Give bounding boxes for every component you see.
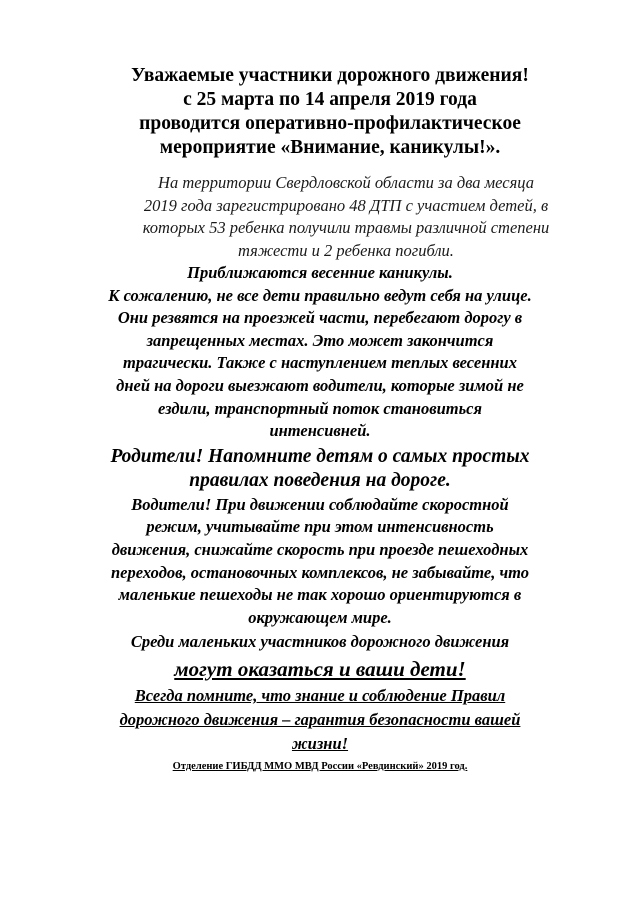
statistics-paragraph bbox=[96, 172, 596, 262]
warning-line: запрещенных местах. Это может закончится bbox=[146, 330, 494, 350]
heading-line: проводится оперативно-профилактическое bbox=[139, 113, 521, 134]
warning-line: Они резвятся на проезжей части, перебегают дорогу в bbox=[117, 308, 523, 328]
heading-line: Уважаемые участники дорожного движения! bbox=[131, 65, 529, 86]
footer-signature: Отделение ГИБДД ММО МВД России «Ревдинский» 2019 год. bbox=[172, 761, 468, 772]
closing-line: жизни! bbox=[291, 733, 349, 753]
warning-line: ездили, транспортный поток становиться bbox=[158, 398, 482, 418]
children-line: Среди маленьких участников дорожного движения bbox=[130, 632, 510, 652]
warning-line: Приближаются весенние каникулы. bbox=[187, 263, 453, 282]
children-emphasis: могут оказаться и ваши дети! bbox=[174, 656, 466, 681]
drivers-line: движения, снижайте скорость при проезде пешеходных bbox=[111, 539, 529, 559]
heading-line: с 25 марта по 14 апреля 2019 года bbox=[183, 89, 477, 110]
drivers-line: маленькие пешеходы не так хорошо ориентируются в bbox=[118, 585, 522, 605]
closing-message bbox=[40, 684, 600, 756]
warning-line: интенсивней. bbox=[269, 421, 371, 441]
main-body bbox=[40, 262, 600, 756]
drivers-line: переходов, остановочных комплексов, не забывайте, что bbox=[110, 562, 529, 582]
warning-line: трагически. Также с наступлением теплых весенних bbox=[123, 353, 517, 373]
parents-line: Родители! Напомните детям о самых простых bbox=[110, 445, 530, 467]
drivers-line: Водители! При движении соблюдайте скоростной bbox=[131, 494, 509, 514]
heading-line: мероприятие «Внимание, каникулы!». bbox=[159, 137, 501, 158]
warning-line: дней на дороги выезжают водители, которые зимой не bbox=[116, 375, 524, 395]
closing-line: Всегда помните, что знание и соблюдение Правил bbox=[134, 685, 506, 705]
intro-line: которых 53 ребенка получили травмы различной степени bbox=[142, 218, 550, 237]
intro-line: 2019 года зарегистрировано 48 ДТП с участием детей, в bbox=[143, 195, 549, 215]
drivers-line: режим, учитывайте при этом интенсивность bbox=[146, 517, 494, 537]
drivers-line: окружающем мире. bbox=[248, 607, 392, 627]
intro-line: На территории Свердловской области за два месяца bbox=[158, 173, 534, 192]
drivers-appeal bbox=[40, 494, 600, 630]
warning-paragraph bbox=[40, 262, 600, 443]
parents-appeal bbox=[40, 445, 600, 494]
announcement-heading bbox=[60, 64, 600, 160]
closing-line: дорожного движения – гарантия безопасности вашей bbox=[119, 709, 521, 729]
parents-line: правилах поведения на дороге. bbox=[189, 470, 451, 492]
warning-line: К сожалению, не все дети правильно ведут себя на улице. bbox=[108, 285, 532, 305]
intro-line: тяжести и 2 ребенка погибли. bbox=[238, 240, 454, 260]
